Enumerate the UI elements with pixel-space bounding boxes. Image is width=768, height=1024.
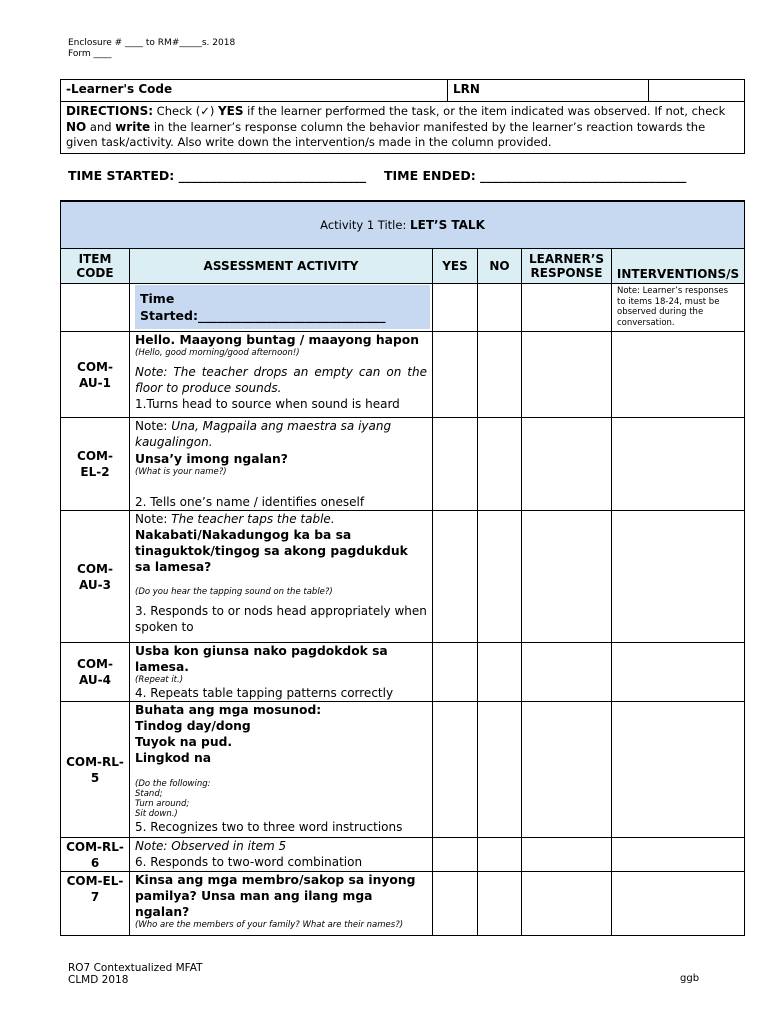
yes-cell[interactable]	[433, 332, 478, 418]
footer-line-2: CLMD 2018	[68, 974, 129, 986]
response-cell[interactable]	[522, 418, 612, 511]
item-code: COM-AU-1	[61, 332, 130, 418]
interventions-cell[interactable]	[612, 511, 745, 643]
learners-code-label: -Learner's Code	[61, 80, 448, 102]
yes-cell[interactable]	[433, 702, 478, 838]
no-cell[interactable]	[478, 511, 522, 643]
item-code: COM-AU-3	[61, 511, 130, 643]
enclosure-header	[68, 38, 235, 60]
no-cell[interactable]	[478, 702, 522, 838]
interventions-cell[interactable]	[612, 702, 745, 838]
table-row	[61, 838, 745, 872]
col-interventions: INTERVENTIONS/S	[612, 249, 745, 284]
table-row	[61, 511, 745, 643]
lrn-label: LRN	[448, 80, 649, 102]
directions: DIRECTIONS: Check (✓) YES if the learner performed the task, or the item indicated was observed. If not, check NO and write in the learner’s response column the behavior manifested by the learner’s reaction towards the given task/activity. Also write down the intervention/s made in the column provided.	[61, 102, 745, 154]
column-header-row	[61, 249, 745, 284]
item-code: COM-EL-2	[61, 418, 130, 511]
table-row	[61, 872, 745, 936]
table-row	[61, 418, 745, 511]
interventions-cell[interactable]	[612, 332, 745, 418]
table-row	[61, 643, 745, 702]
assessment-activity: Hello. Maayong buntag / maayong hapon (Hello, good morning/good afternoon!) Note: The teacher drops an empty can on the floor to produce sounds. 1.Turns head to source when sound is heard	[130, 332, 433, 418]
interventions-cell[interactable]	[612, 643, 745, 702]
response-cell[interactable]	[522, 702, 612, 838]
col-learners-response: LEARNER’S RESPONSE	[522, 249, 612, 284]
yes-cell[interactable]	[433, 838, 478, 872]
assessment-activity: Note: Observed in item 5 6. Responds to two-word combination	[130, 838, 433, 872]
time-ended: TIME ENDED: _________________________________	[384, 168, 687, 183]
table-row	[61, 284, 745, 332]
time-started-row-cell	[130, 284, 433, 332]
time-started: TIME STARTED: ______________________________	[68, 168, 367, 183]
interventions-note: Note: Learner’s responses to items 18-24, must be observed during the conversation.	[612, 284, 745, 332]
assessment-activity: Usba kon giunsa nako pagdokdok sa lamesa. (Repeat it.) 4. Repeats table tapping patterns correctly	[130, 643, 433, 702]
col-item-code: ITEM CODE	[61, 249, 130, 284]
table-row	[61, 332, 745, 418]
no-cell[interactable]	[478, 838, 522, 872]
time-started-field[interactable]: Time Started:______________________________	[135, 285, 430, 329]
item-code: COM-RL-6	[61, 838, 130, 872]
enclosure-line: Enclosure # ____ to RM#_____s. 2018	[68, 38, 236, 48]
no-cell[interactable]	[478, 418, 522, 511]
assessment-activity: Buhata ang mga mosunod: Tindog day/dong Tuyok na pud. Lingkod na (Do the following: Stand; Turn around; Sit down.) 5. Recognizes two to three word instructions	[130, 702, 433, 838]
footer	[68, 962, 203, 986]
yes-cell[interactable]	[433, 284, 478, 332]
response-cell[interactable]	[522, 511, 612, 643]
col-no: NO	[478, 249, 522, 284]
footer-line-1: RO7 Contextualized MFAT	[68, 962, 203, 974]
no-cell[interactable]	[478, 643, 522, 702]
activity-title-row	[61, 201, 745, 249]
yes-cell[interactable]	[433, 872, 478, 936]
form-line: Form ____	[68, 49, 112, 59]
yes-cell[interactable]	[433, 643, 478, 702]
interventions-cell[interactable]	[612, 838, 745, 872]
table-row	[61, 702, 745, 838]
footer-initials: ggb	[680, 973, 700, 984]
yes-cell[interactable]	[433, 511, 478, 643]
assessment-activity: Note: Una, Magpaila ang maestra sa iyang kaugalingon. Unsa’y imong ngalan? (What is your name?) 2. Tells one’s name / identifies oneself	[130, 418, 433, 511]
col-yes: YES	[433, 249, 478, 284]
response-cell[interactable]	[522, 643, 612, 702]
item-code: COM-AU-4	[61, 643, 130, 702]
response-cell[interactable]	[522, 838, 612, 872]
assessment-table	[60, 200, 745, 936]
assessment-activity: Note: The teacher taps the table. Nakabati/Nakadungog ka ba sa tinaguktok/tingog sa akong pagdukduk sa lamesa? (Do you hear the tapping sound on the table?) 3. Responds to or nods head appropriately when spoken to	[130, 511, 433, 643]
interventions-cell[interactable]	[612, 872, 745, 936]
no-cell[interactable]	[478, 332, 522, 418]
assessment-activity: Kinsa ang mga membro/sakop sa inyong pamilya? Unsa man ang ilang mga ngalan? (Who are the members of your family? What are their names?)	[130, 872, 433, 936]
lrn-value-cell[interactable]	[649, 80, 745, 102]
item-code: COM-RL-5	[61, 702, 130, 838]
no-cell[interactable]	[478, 284, 522, 332]
item-code: COM-EL-7	[61, 872, 130, 936]
activity-title: Activity 1 Title: LET’S TALK	[61, 201, 745, 249]
learner-info-table	[60, 79, 745, 154]
col-assessment-activity: ASSESSMENT ACTIVITY	[130, 249, 433, 284]
response-cell[interactable]	[522, 332, 612, 418]
response-cell[interactable]	[522, 284, 612, 332]
interventions-cell[interactable]	[612, 418, 745, 511]
yes-cell[interactable]	[433, 418, 478, 511]
item-code-cell	[61, 284, 130, 332]
no-cell[interactable]	[478, 872, 522, 936]
response-cell[interactable]	[522, 872, 612, 936]
